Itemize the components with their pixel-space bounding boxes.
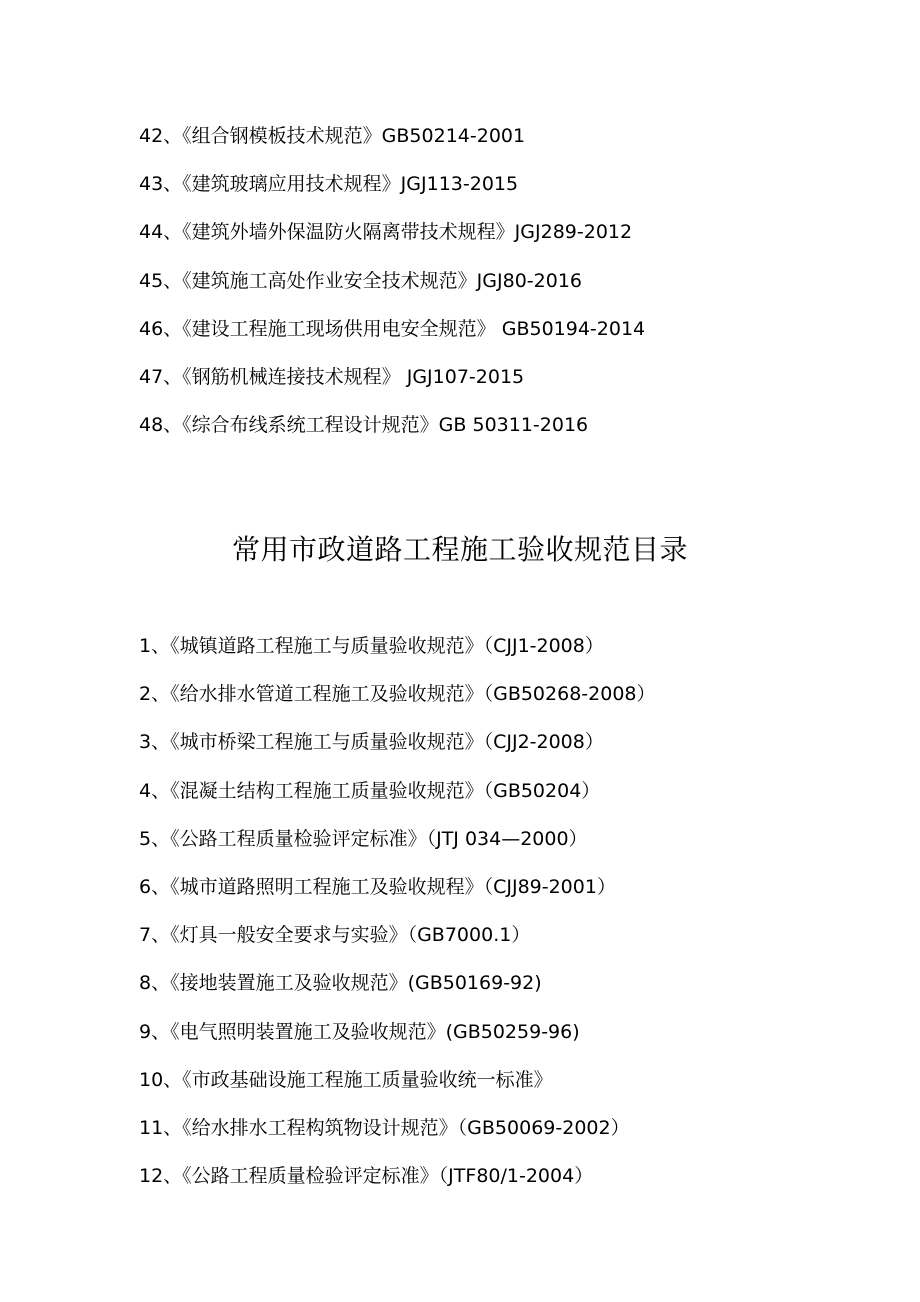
list-item: 8、《接地装置施工及验收规范》(GB50169-92): [139, 972, 542, 995]
list-item: 46、《建设工程施工现场供用电安全规范》 GB50194-2014: [139, 317, 646, 340]
list-item: 44、《建筑外墙外保温防火隔离带技术规程》JGJ289-2012: [139, 221, 633, 244]
list-item: 43、《建筑玻璃应用技术规程》JGJ113-2015: [139, 173, 519, 196]
list-item: 4、《混凝土结构工程施工质量验收规范》（GB50204）: [139, 779, 601, 802]
list-item: 42、《组合钢模板技术规范》GB50214-2001: [139, 125, 526, 147]
list-item: 1、《城镇道路工程施工与质量验收规范》（CJJ1-2008）: [139, 635, 604, 657]
list-item: 2、《给水排水管道工程施工及验收规范》（GB50268-2008）: [139, 683, 656, 706]
list-item: 9、《电气照明装置施工及验收规范》(GB50259-96): [139, 1020, 580, 1043]
list-item: 3、《城市桥梁工程施工与质量验收规范》（CJJ2-2008）: [139, 731, 604, 754]
section-title: 常用市政道路工程施工验收规范目录: [231, 533, 688, 566]
list-item: 47、《钢筋机械连接技术规程》 JGJ107-2015: [139, 365, 525, 388]
list-item: 10、《市政基础设施工程施工质量验收统一标准》: [139, 1068, 553, 1091]
list-item: 5、《公路工程质量检验评定标准》（JTJ 034—2000）: [139, 827, 588, 850]
building-standards-list: [139, 124, 645, 461]
list-item: 45、《建筑施工高处作业安全技术规范》JGJ80-2016: [139, 269, 582, 292]
list-item: 6、《城市道路照明工程施工及验收规程》（CJJ89-2001）: [139, 875, 616, 898]
list-item: 11、《给水排水工程构筑物设计规范》（GB50069-2002）: [139, 1116, 630, 1139]
list-item: 12、《公路工程质量检验评定标准》（JTF80/1-2004）: [139, 1165, 594, 1188]
list-item: 7、《灯具一般安全要求与实验》（GB7000.1）: [139, 924, 531, 947]
list-item: 48、《综合布线系统工程设计规范》GB 50311-2016: [139, 414, 589, 437]
municipal-standards-list: [139, 634, 656, 1212]
